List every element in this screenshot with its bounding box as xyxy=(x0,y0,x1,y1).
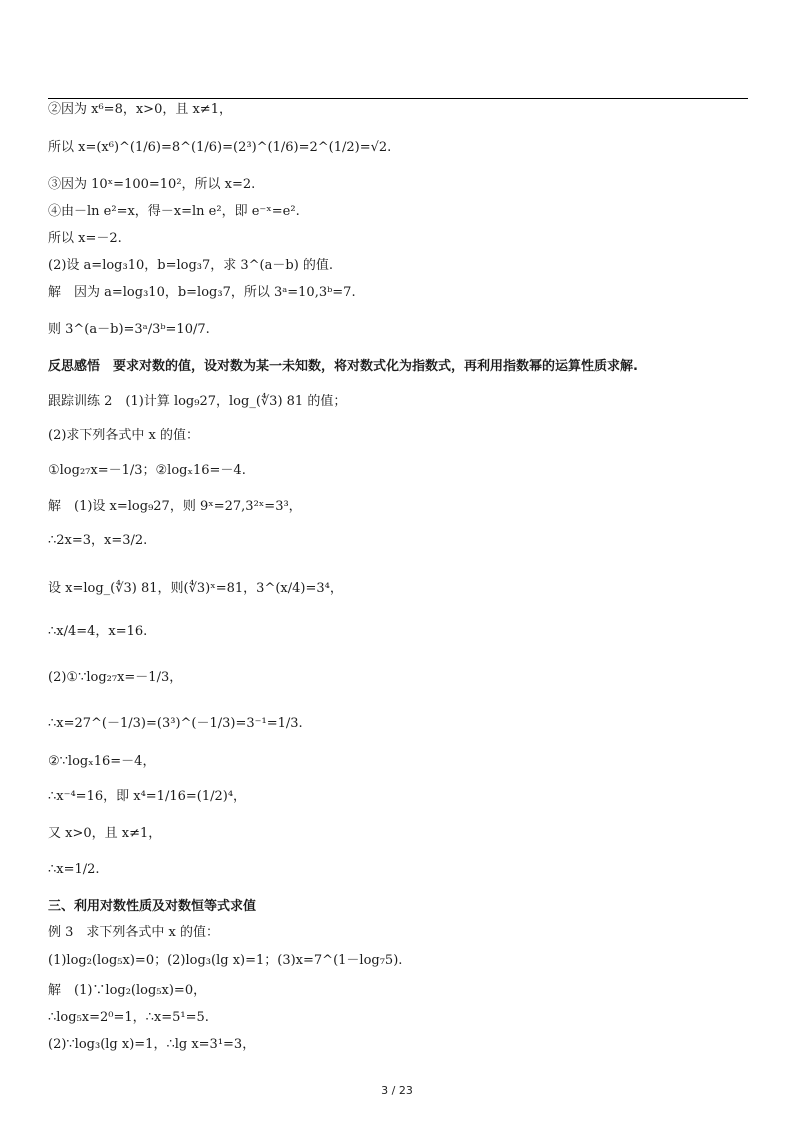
text-line: 又 x>0，且 x≠1， xyxy=(48,826,162,841)
text-line: (2)求下列各式中 x 的值： xyxy=(48,428,200,443)
text-line: (2)设 a=log₃10，b=log₃7，求 3^(a－b) 的值. xyxy=(48,258,334,273)
text-line: 所以 x=－2. xyxy=(48,231,122,246)
text-line: 设 x=log_(∜3) 81，则(∜3)ˣ=81，3^(x/4)=3⁴， xyxy=(48,581,343,596)
text-line: ④由－ln e²=x，得－x=ln e²，即 e⁻ˣ=e². xyxy=(48,204,300,219)
text-line: ②∵logₓ16=－4， xyxy=(48,754,156,769)
text-line: ③因为 10ˣ=100=10²，所以 x=2. xyxy=(48,177,256,192)
text-line: ∴log₅x=2⁰=1，∴x=5¹=5. xyxy=(48,1010,209,1025)
text-line: 解 (1)设 x=log₉27，则 9ˣ=27,3²ˣ=3³， xyxy=(48,499,302,514)
text-line: ∴x=27^(－1/3)=(3³)^(－1/3)=3⁻¹=1/3. xyxy=(48,716,303,731)
text-line: 跟踪训练 2 (1)计算 log₉27，log_(∜3) 81 的值； xyxy=(48,394,347,409)
text-line: ∴x⁻⁴=16，即 x⁴=1/16=(1/2)⁴， xyxy=(48,789,247,804)
text-line: 则 3^(a－b)=3ᵃ/3ᵇ=10/7. xyxy=(48,322,210,337)
text-line: 解 因为 a=log₃10，b=log₃7，所以 3ᵃ=10,3ᵇ=7. xyxy=(48,285,356,300)
page-number: 3 / 23 xyxy=(381,1084,413,1097)
reflection-line: 反思感悟 要求对数的值，设对数为某一未知数，将对数式化为指数式，再利用指数幂的运算性质求解. xyxy=(48,359,638,374)
section-heading: 三、利用对数性质及对数恒等式求值 xyxy=(48,899,257,914)
header-rule xyxy=(48,98,748,99)
text-line: 解 (1)∵log₂(log₅x)=0， xyxy=(48,983,207,998)
text-line: ①log₂₇x=－1/3；②logₓ16=－4. xyxy=(48,463,246,478)
text-line: ∴2x=3，x=3/2. xyxy=(48,533,148,548)
text-line: ∴x/4=4，x=16. xyxy=(48,624,148,639)
text-line: ②因为 x⁶=8，x>0，且 x≠1， xyxy=(48,102,232,117)
text-line: (2)①∵log₂₇x=－1/3， xyxy=(48,670,183,685)
example-title: 例 3 求下列各式中 x 的值： xyxy=(48,925,219,940)
text-line: (2)∵log₃(lg x)=1，∴lg x=3¹=3， xyxy=(48,1037,256,1052)
text-line: 所以 x=(x⁶)^(1/6)=8^(1/6)=(2³)^(1/6)=2^(1/2)=√2. xyxy=(48,140,392,155)
text-line: (1)log₂(log₅x)=0；(2)log₃(lg x)=1；(3)x=7^(1－log₇5). xyxy=(48,953,403,968)
text-line: ∴x=1/2. xyxy=(48,862,100,877)
